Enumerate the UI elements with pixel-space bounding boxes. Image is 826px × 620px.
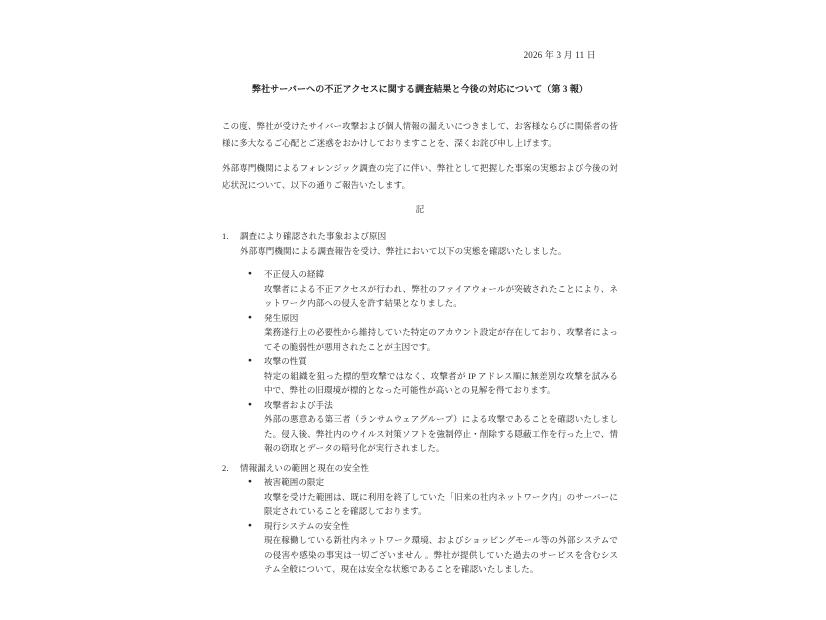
list-item-root-cause — [248, 311, 618, 355]
bullet-icon: ● — [248, 521, 252, 529]
section-number: 2. — [222, 462, 229, 473]
bullet-body: 業務遂行上の必要性から維持していた特定のアカウント設定が存在しており、攻撃者によってその脆弱性が悪用されたことが主因です。 — [264, 327, 618, 352]
list-item-intrusion-history — [248, 267, 618, 311]
list-item-attack-nature — [248, 354, 618, 398]
bullet-body: 攻撃を受けた範囲は、既に利用を終了していた「旧来の社内ネットワーク内」のサーバーに限定されていることを確認しております。 — [264, 491, 618, 516]
list-item-damage-scope — [248, 475, 618, 519]
bullet-body: 外部の悪意ある第三者（ランサムウェアグループ）による攻撃であることを確認いたしました。侵入後、弊社内のウイルス対策ソフトを強制停止・削除する隠蔽工作を行った上で、情報の窃取とデータの暗号化が実行されました。 — [264, 414, 618, 453]
section-number: 1. — [222, 231, 229, 241]
section-leak-scope-safety — [222, 461, 618, 577]
record-marker: 記 — [415, 204, 425, 214]
document-content — [222, 0, 618, 577]
section-heading — [222, 461, 618, 476]
bullet-title: 被害範囲の限定 — [264, 477, 325, 487]
list-item-current-system-safety — [248, 519, 618, 577]
intro-paragraph-apology: この度、弊社が受けたサイバー攻撃および個人情報の漏えいにつきまして、お客様ならびに関係者の皆様に多大なるご心配とご迷惑をおかけしておりますことを、深くお詫び申し上げます。 — [222, 121, 618, 148]
section-lead: 外部専門機関による調査報告を受け、弊社において以下の実態を確認いたしました。 — [240, 245, 567, 256]
section-title: 調査により確認された事象および原因 — [240, 231, 387, 241]
section-heading — [222, 229, 618, 244]
document-title: 弊社サーバーへの不正アクセスに関する調査結果と今後の対応について（第 3 報） — [251, 84, 588, 94]
list-item-attacker-method — [248, 398, 618, 456]
bullet-list — [222, 475, 618, 577]
bullet-title: 不正侵入の経緯 — [264, 269, 325, 279]
bullet-body: 現在稼働している新社内ネットワーク環境、およびショッピングモール等の外部システムでの侵害や感染の事実は一切ございません 。弊社が提供していた過去のサービスを含むシステム全般について、現在は安全な状態であることを確認いたしました。 — [264, 535, 618, 574]
bullet-icon: ● — [248, 270, 252, 277]
bullet-list — [222, 267, 618, 456]
section-title: 情報漏えいの範囲と現在の安全性 — [240, 462, 370, 473]
intro-paragraph-report: 外部専門機関によるフォレンジック調査の完了に伴い、弊社として把握した事案の実態および今後の対応状況について、以下の通りご報告いたします。 — [222, 163, 618, 190]
document-date: 2026 年 3 月 11 日 — [523, 50, 596, 60]
bullet-icon: ● — [248, 313, 252, 321]
bullet-body: 特定の組織を狙った標的型攻撃ではなく、攻撃者が IP アドレス順に無差別な攻撃を試みる中で、弊社の旧環境が標的となった可能性が高いとの見解を得ております。 — [264, 370, 618, 395]
bullet-title: 攻撃の性質 — [264, 356, 308, 366]
section-investigation-results — [222, 229, 618, 456]
bullet-icon: ● — [248, 357, 252, 364]
bullet-title: 攻撃者および手法 — [264, 399, 333, 410]
bullet-title: 現行システムの安全性 — [264, 520, 350, 531]
bullet-icon: ● — [248, 478, 252, 485]
bullet-icon: ● — [248, 400, 252, 408]
bullet-body: 攻撃者による不正アクセスが行われ、弊社のファイアウォールが突破されたことにより、ネットワーク内部への侵入を許す結果となりました。 — [264, 283, 618, 308]
bullet-title: 発生原因 — [264, 312, 299, 323]
